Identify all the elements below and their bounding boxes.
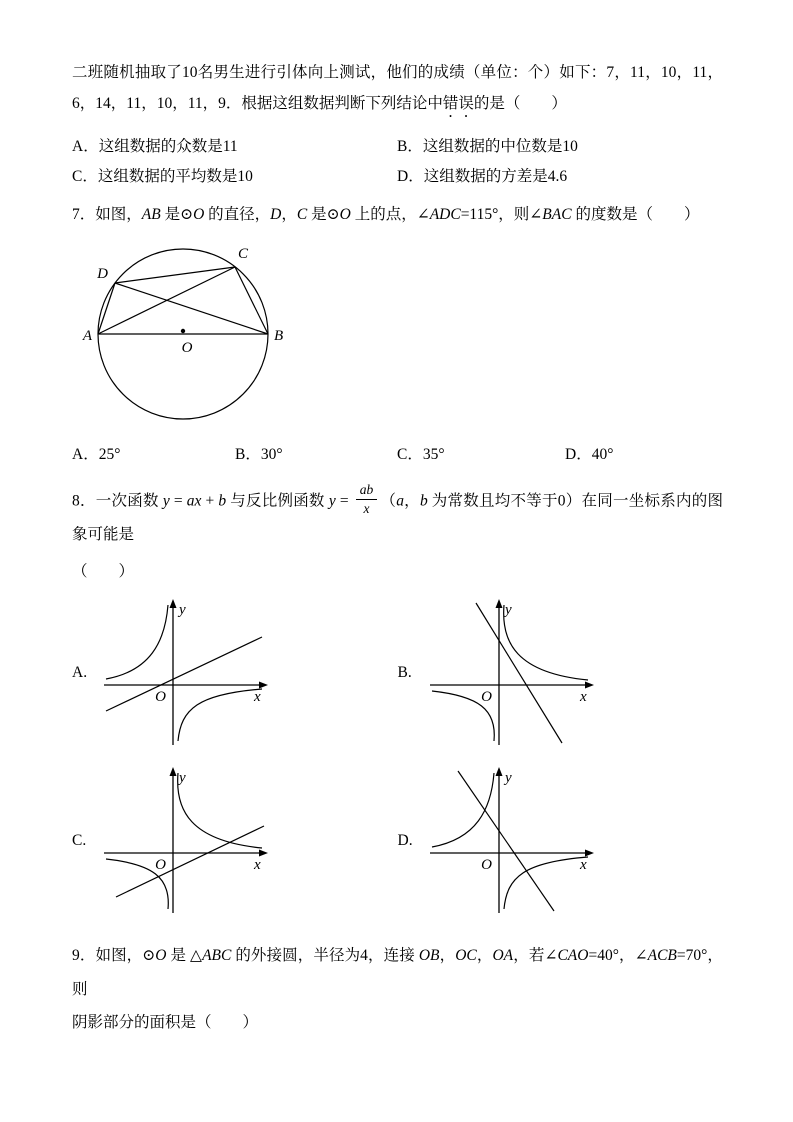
graph-panel-a: [72, 597, 398, 749]
y-axis-label: y: [504, 602, 512, 619]
question8-stem: 8．一次函数 y = ax + b 与反比例函数 y = $\frac{ab}{x}$ （a，b 为常数且均不等于0）在同一坐标系内的图象可能是: [72, 482, 723, 544]
question6-options: [72, 132, 723, 192]
q7-option-d-text: 40°: [591, 446, 614, 463]
q6-option-a-label: A．: [72, 138, 99, 155]
q6-option-d: [397, 162, 722, 192]
graph-b-curves: [432, 603, 588, 743]
question8-answer-blank: （ ）: [72, 563, 135, 581]
graph-a-label: A.: [72, 664, 88, 682]
x-axis-arrow-icon: [259, 850, 268, 857]
q7-option-c: [397, 440, 565, 470]
center-label-o: O: [181, 340, 193, 356]
question7-options: [72, 440, 723, 470]
origin-label: O: [480, 689, 492, 706]
q7-option-d-label: D．: [565, 446, 592, 463]
q7-option-b-label: B．: [235, 446, 261, 463]
center-dot: [181, 329, 185, 333]
graph-row-2: [72, 765, 723, 917]
graph-a-plot: [98, 597, 273, 749]
q7-option-c-text: 35°: [422, 446, 445, 463]
y-axis-arrow-icon: [170, 767, 177, 776]
q6-option-b-label: B．: [397, 138, 423, 155]
y-axis-label: y: [504, 770, 512, 787]
y-axis-label: y: [179, 770, 186, 787]
q6-option-d-text: 这组数据的方差是4.6: [423, 168, 568, 185]
question9-stem: 9．如图，⊙O 是 △ABC 的外接圆，半径为4，连接 OB，OC，OA，若∠CAO=40°，∠ACB=70°，则: [72, 947, 723, 999]
point-label-b: B: [274, 328, 284, 344]
q7-option-b: [235, 440, 397, 470]
q6-option-b-text: 这组数据的中位数是10: [422, 138, 578, 155]
q6-option-a-text: 这组数据的众数是11: [98, 138, 238, 155]
origin-label: O: [155, 857, 166, 874]
q6-option-c-label: C．: [72, 168, 98, 185]
x-axis-arrow-icon: [585, 850, 594, 857]
origin-label: O: [480, 857, 492, 874]
y-axis-arrow-icon: [495, 599, 502, 608]
x-axis-arrow-icon: [585, 682, 594, 689]
q6-option-d-label: D．: [397, 168, 424, 185]
graph-b-plot: [424, 597, 599, 749]
graph-b-axes: [430, 603, 590, 745]
question7-stem: 7．如图，AB 是⊙O 的直径，D，C 是⊙O 上的点，∠ADC=115°，则∠BAC 的度数是（ ）: [72, 206, 700, 223]
y-axis-arrow-icon: [495, 767, 502, 776]
graph-c-plot: [98, 765, 273, 917]
graph-a-curves: [106, 605, 262, 741]
x-axis-label: x: [254, 857, 261, 874]
q7-option-c-label: C．: [397, 446, 423, 463]
question9-stem-line2: 阴影部分的面积是（ ）: [72, 1014, 259, 1032]
graph-d-curves: [432, 771, 588, 911]
y-axis-label: y: [179, 602, 186, 619]
graph-d-plot: [424, 765, 599, 917]
q7-option-a: [72, 440, 235, 470]
point-label-d: D: [97, 266, 108, 282]
point-label-a: A: [82, 328, 92, 344]
graph-c-curves: [106, 773, 264, 909]
x-axis-arrow-icon: [259, 682, 268, 689]
graph-d-label: D.: [397, 832, 413, 850]
q7-option-a-text: 25°: [98, 446, 121, 463]
x-axis-label: x: [579, 689, 587, 706]
q7-option-d: [565, 440, 613, 470]
fraction: $\frac{ab}{x}$: [356, 482, 378, 517]
q6-option-c-text: 这组数据的平均数是10: [97, 168, 253, 185]
q6-option-a: [72, 132, 397, 162]
q6-option-c: [72, 162, 397, 192]
y-axis-arrow-icon: [170, 599, 177, 608]
origin-label: O: [155, 689, 166, 706]
graph-panel-d: [398, 765, 724, 917]
q6-option-b: [397, 132, 722, 162]
q7-option-a-label: A．: [72, 446, 99, 463]
x-axis-label: x: [254, 689, 261, 706]
circle-chords: [98, 267, 268, 334]
graph-row-1: [72, 597, 723, 749]
q7-option-b-text: 30°: [260, 446, 283, 463]
circle-figure: [78, 234, 293, 434]
graph-panel-c: [72, 765, 398, 917]
graph-panel-b: [398, 597, 724, 749]
graph-d-axes: [430, 771, 590, 913]
graph-c-label: C.: [72, 832, 87, 850]
x-axis-label: x: [579, 857, 587, 874]
graph-b-label: B.: [397, 664, 412, 682]
question6-stem: 二班随机抽取了10名男生进行引体向上测试，他们的成绩（单位：个）如下：7，11，10，11，6，14，11，10，11，9．根据这组数据判断下列结论中错误的是（ ）: [72, 64, 723, 112]
point-label-c: C: [238, 246, 249, 262]
